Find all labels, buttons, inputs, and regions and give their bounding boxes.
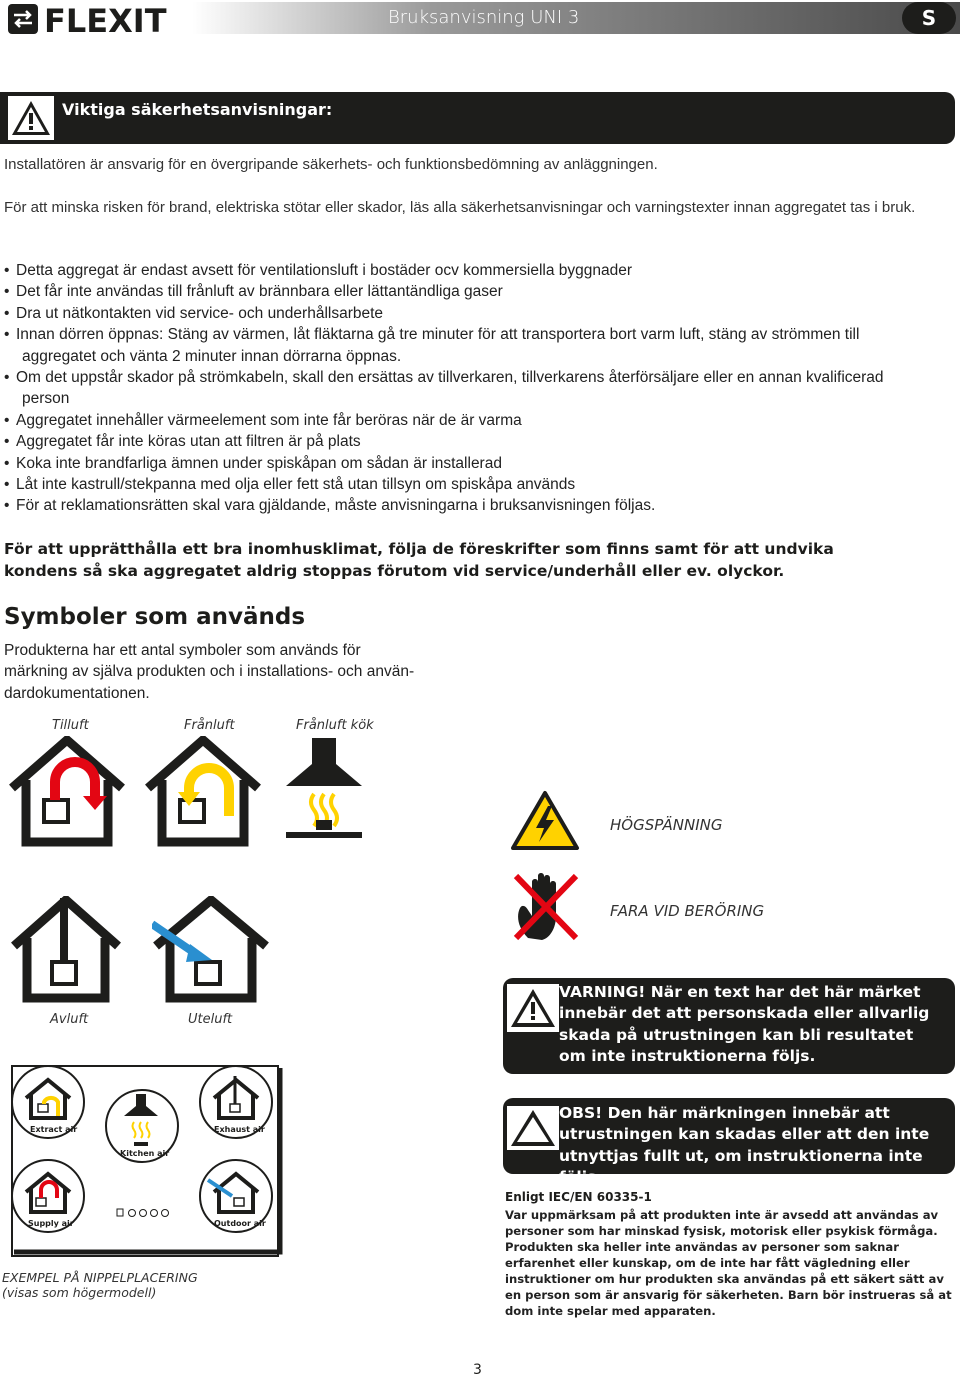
list-item: • Låt inte kastrull/stekpanna med olja eller fett stå utan tillsyn om spiskåpa används: [4, 474, 954, 495]
list-item: • Koka inte brandfarliga ämnen under spiskåpan om sådan är installerad: [4, 453, 954, 474]
caption-franluft: Frånluft: [184, 718, 235, 733]
list-item: • För at reklamationsrätten skal vara gjäldande, måste anvisningarna i bruksanvisningen följas.: [4, 495, 954, 516]
safety-intro-2: För att minska risken för brand, elektriska stötar eller skador, läs alla säkerhetsanvisningar och varningstexter innan aggregatet tas i bruk.: [4, 199, 916, 216]
safety-banner: [0, 92, 955, 144]
obs-lead: OBS!: [559, 1104, 603, 1122]
svg-text:Kitchen air: Kitchen air: [120, 1149, 170, 1158]
warning-triangle-icon: [8, 96, 54, 140]
flexit-logo: [6, 2, 186, 36]
iec-body: Var uppmärksam på att produkten inte är avsedd att användas av personer som har minskad fysisk, motorisk eller psykisk förmåga. Produkten ska heller inte användas av personer som saknar erfarenhet eller kunskap, om de inte har fått vägledning eller instruktioner om hur produkten ska användas på ett säkert sätt av en person som är ansvarig för säkerheten. Barn bör instrueras så at dom inte spelar med apparaten.: [505, 1208, 952, 1318]
list-item: • Det får inte användas till frånluft av brännbara eller lättantändliga gaser: [4, 281, 954, 302]
supply-air-nipple: [12, 1160, 84, 1232]
iec-title: Enligt IEC/EN 60335-1: [505, 1190, 652, 1204]
climate-note: För att upprätthålla ett bra inomhusklimat, följa de föreskrifter som finns samt för att undvika kondens så ska aggregatet aldrig stoppas förutom vid service/underhåll eller ev. olyckor.: [4, 540, 834, 580]
high-voltage-label: HÖGSPÄNNING: [610, 816, 723, 834]
caption-uteluft: Uteluft: [188, 1012, 233, 1027]
outdoor-air-nipple: [200, 1160, 272, 1232]
svg-text:Exhaust air: Exhaust air: [214, 1125, 265, 1134]
extract-air-nipple: [12, 1066, 84, 1138]
no-touch-hand-icon: [510, 868, 582, 944]
svg-text:Outdoor air: Outdoor air: [214, 1219, 266, 1228]
symbols-heading: Symboler som används: [4, 604, 306, 630]
safety-title: Viktiga säkerhetsanvisningar:: [62, 100, 333, 119]
high-voltage-icon: [510, 790, 580, 852]
warning-text: När en text har det här märket innebär det att personskada eller allvarlig skada på utrustningen kan bli resultatet om inte instruktionerna följs.: [559, 983, 930, 1066]
warning-box: [503, 978, 955, 1074]
svg-text:Supply air: Supply air: [28, 1219, 74, 1228]
warning-lead: VARNING!: [559, 983, 646, 1001]
brand-name: FLEXIT: [44, 2, 167, 36]
list-item: • Detta aggregat är endast avsett för ventilationsluft i bostäder ocv kommersiella byggnader: [4, 260, 954, 281]
warning-triangle-icon: [507, 984, 559, 1032]
hot-touch-label: FARA VID BERÖRING: [610, 902, 765, 920]
list-item: • Aggregatet innehåller värmeelement som inte får beröras när de är varma: [4, 410, 954, 431]
list-item: • Aggregatet får inte köras utan att filtren är på plats: [4, 431, 954, 452]
caption-franluft-kok: Frånluft kök: [296, 718, 374, 733]
caution-triangle-icon: [507, 1106, 559, 1150]
list-item: • Innan dörren öppnas: Stäng av värmen, låt fläktarna gå tre minuter för att transportera bort varm luft, stäng av strömmen till aggregatet och vänta 2 minuter innan dörrarna öppnas.: [4, 324, 954, 367]
caption-tilluft: Tilluft: [52, 718, 89, 733]
extract-air-house-icon: [144, 736, 262, 848]
caption-avluft: Avluft: [50, 1012, 89, 1027]
document-title: Bruksanvisning UNI 3: [388, 7, 580, 28]
exhaust-air-house-icon: [10, 896, 122, 1004]
svg-text:Extract air: Extract air: [30, 1125, 78, 1134]
kitchen-air-nipple: [106, 1090, 178, 1162]
language-badge: S: [902, 2, 956, 34]
exhaust-air-nipple: [200, 1066, 272, 1138]
outdoor-air-house-icon: [152, 896, 270, 1004]
obs-box: [503, 1098, 955, 1187]
list-item: • Om det uppstår skador på strömkabeln, skall den ersättas av tillverkaren, tillverkarens återförsäljare eller en annan kvalificerad person: [4, 367, 954, 410]
page-number: 3: [473, 1362, 482, 1378]
list-item: • Dra ut nätkontakten vid service- och underhållsarbete: [4, 303, 954, 324]
obs-text: Den här märkningen innebär att utrustningen kan skadas eller att den inte utnyttjas fullt ut, om instruktionerna inte följs.: [559, 1104, 930, 1187]
kitchen-hood-icon: [282, 736, 366, 846]
supply-air-house-icon: [8, 736, 126, 848]
symbols-description: Produkterna har ett antal symboler som används för märkning av själva produkten och i installations- och använ- dardokumentationen.: [4, 642, 415, 702]
safety-bullet-list: [4, 260, 954, 517]
nipple-caption: EXEMPEL PÅ NIPPELPLACERING (visas som högermodell): [2, 1270, 198, 1300]
safety-intro-1: Installatören är ansvarig för en övergripande säkerhets- och funktionsbedömning av anläggningen.: [4, 156, 658, 173]
nipple-placement-diagram: [8, 1062, 284, 1262]
